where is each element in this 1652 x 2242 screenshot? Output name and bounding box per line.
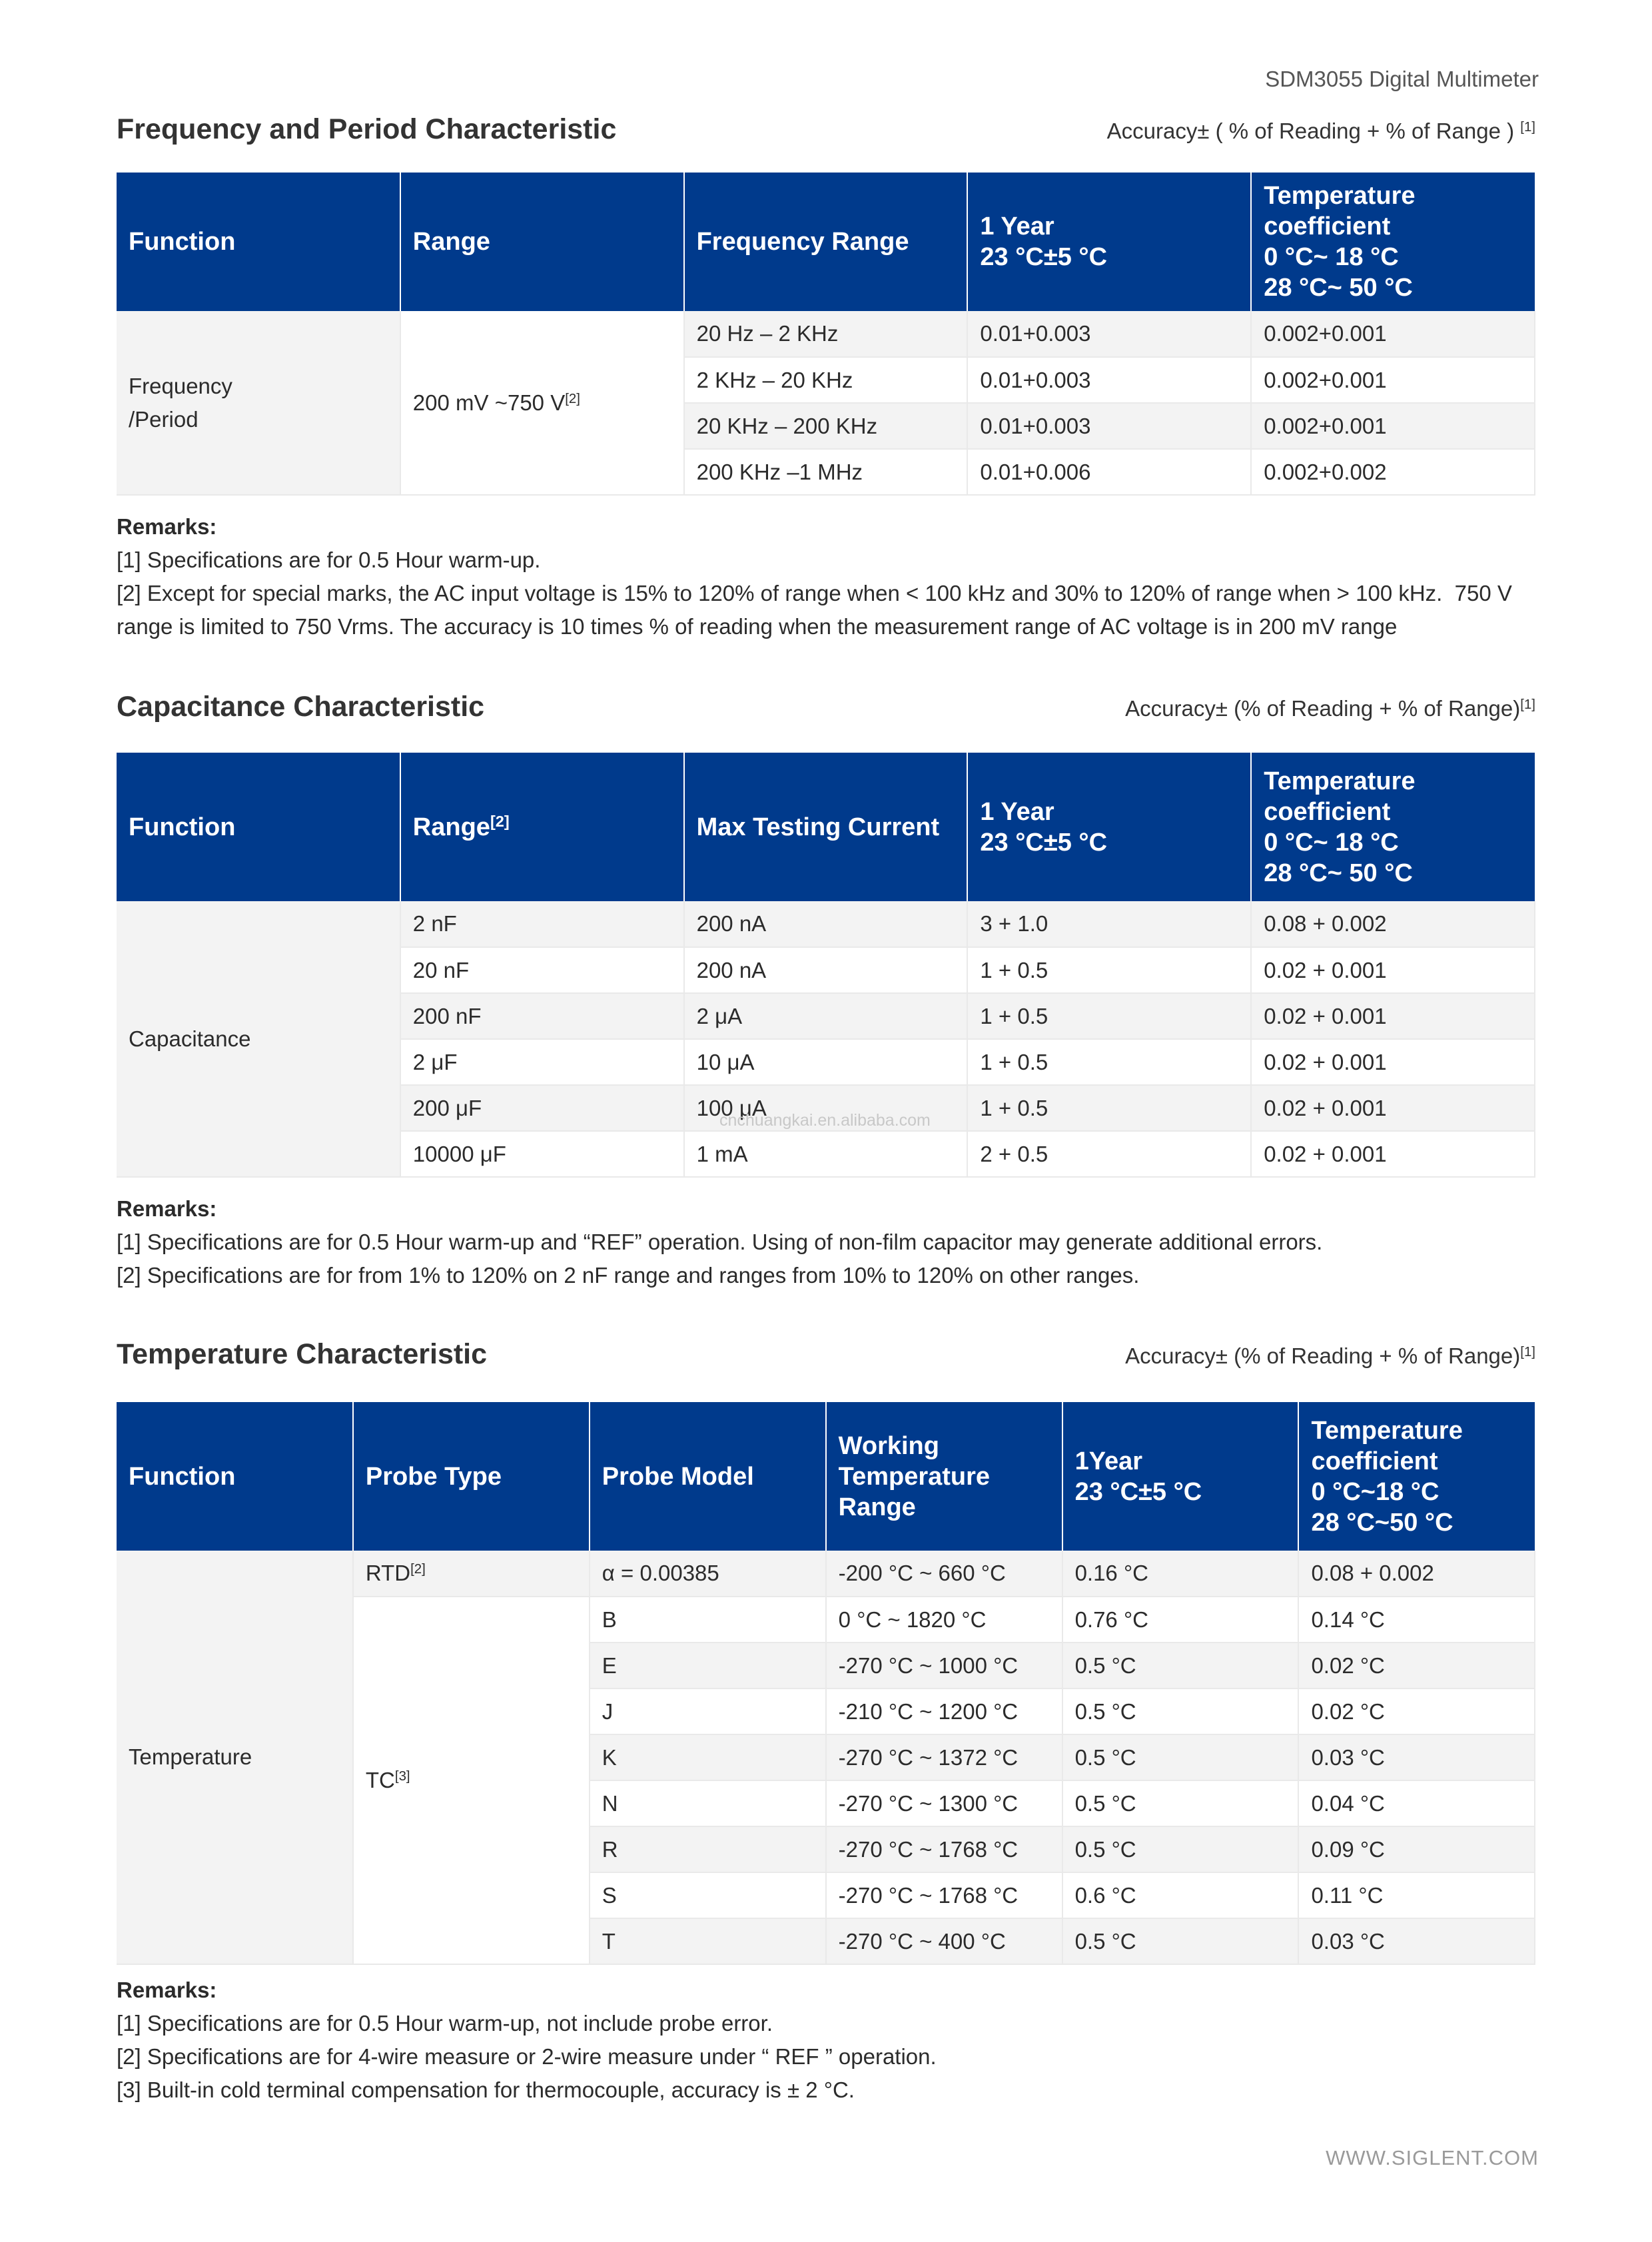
probe-model-value: K xyxy=(590,1734,826,1780)
freq-remarks xyxy=(117,510,1535,643)
cap-range-value: 2 μF xyxy=(400,1039,684,1085)
temp-col-function: Function xyxy=(117,1402,353,1551)
temp-table xyxy=(117,1402,1535,1965)
freq-table xyxy=(117,173,1535,496)
freq-col-function: Function xyxy=(117,173,400,311)
year-accuracy-value: 0.5 °C xyxy=(1062,1918,1299,1964)
freq-range-value: 200 KHz –1 MHz xyxy=(684,449,968,495)
temp-coef-value: 0.002+0.001 xyxy=(1251,357,1535,403)
temp-header-row xyxy=(117,1402,1535,1551)
freq-range-cell: 200 mV ~750 V[2] xyxy=(400,311,684,495)
temp-coef-value: 0.02 + 0.001 xyxy=(1251,1085,1535,1131)
probe-model-value: B xyxy=(590,1597,826,1643)
year-accuracy-value: 0.16 °C xyxy=(1062,1551,1299,1597)
table-row xyxy=(117,1551,1535,1597)
year-accuracy-value: 0.5 °C xyxy=(1062,1643,1299,1688)
watermark-text: cnchuangkai.en.alibaba.com xyxy=(719,1111,931,1130)
remarks-title: Remarks: xyxy=(117,514,217,539)
year-accuracy-value: 0.01+0.003 xyxy=(967,403,1251,449)
working-range-value: -210 °C ~ 1200 °C xyxy=(826,1688,1062,1734)
temp-coef-value: 0.02 + 0.001 xyxy=(1251,1039,1535,1085)
cap-range-value: 10000 μF xyxy=(400,1131,684,1177)
table-row xyxy=(117,311,1535,357)
max-current-value: 100 μA xyxy=(684,1085,968,1131)
working-range-value: -270 °C ~ 1372 °C xyxy=(826,1734,1062,1780)
temp-coef-value: 0.08 + 0.002 xyxy=(1298,1551,1535,1597)
temp-remarks xyxy=(117,1974,1535,2107)
temp-coef-value: 0.09 °C xyxy=(1298,1826,1535,1872)
year-accuracy-value: 1 + 0.5 xyxy=(967,993,1251,1039)
year-accuracy-value: 0.5 °C xyxy=(1062,1826,1299,1872)
year-accuracy-value: 3 + 1.0 xyxy=(967,901,1251,947)
temp-col-probe-type: Probe Type xyxy=(353,1402,590,1551)
max-current-value: 1 mA xyxy=(684,1131,968,1177)
probe-type-tc: TC[3] xyxy=(353,1597,590,1964)
remark-item: [1] Specifications are for 0.5 Hour warm-up and “REF” operation. Using of non-film capacitor may generate additional errors. xyxy=(117,1230,1323,1254)
cap-col-temp-coef: Temperature coefficient 0 °C~ 18 °C 28 °C~ 50 °C xyxy=(1251,753,1535,901)
freq-col-temp-coef: Temperature coefficient 0 °C~ 18 °C 28 °C~ 50 °C xyxy=(1251,173,1535,311)
remarks-title: Remarks: xyxy=(117,1978,217,2002)
max-current-value: 2 μA xyxy=(684,993,968,1039)
year-accuracy-value: 0.5 °C xyxy=(1062,1734,1299,1780)
year-accuracy-value: 0.5 °C xyxy=(1062,1780,1299,1826)
cap-range-value: 200 nF xyxy=(400,993,684,1039)
temp-coef-value: 0.02 °C xyxy=(1298,1643,1535,1688)
working-range-value: -200 °C ~ 660 °C xyxy=(826,1551,1062,1597)
temp-section-header xyxy=(117,1338,1535,1378)
year-accuracy-value: 1 + 0.5 xyxy=(967,1039,1251,1085)
cap-col-function: Function xyxy=(117,753,400,901)
remark-item: [2] Specifications are for from 1% to 120% on 2 nF range and ranges from 10% to 120% on other ranges. xyxy=(117,1263,1140,1288)
cap-section-title: Capacitance Characteristic xyxy=(117,691,485,723)
freq-section-title: Frequency and Period Characteristic xyxy=(117,113,617,145)
remark-item: [1] Specifications are for 0.5 Hour warm-up, not include probe error. xyxy=(117,2011,773,2036)
probe-model-value: α = 0.00385 xyxy=(590,1551,826,1597)
working-range-value: -270 °C ~ 1000 °C xyxy=(826,1643,1062,1688)
year-accuracy-value: 1 + 0.5 xyxy=(967,1085,1251,1131)
temp-coef-value: 0.08 + 0.002 xyxy=(1251,901,1535,947)
working-range-value: -270 °C ~ 1300 °C xyxy=(826,1780,1062,1826)
temp-coef-value: 0.02 + 0.001 xyxy=(1251,993,1535,1039)
temp-coef-value: 0.002+0.001 xyxy=(1251,311,1535,357)
temp-col-working-range: Working Temperature Range xyxy=(826,1402,1062,1551)
year-accuracy-value: 0.01+0.003 xyxy=(967,357,1251,403)
temp-coef-value: 0.14 °C xyxy=(1298,1597,1535,1643)
remark-item: [1] Specifications are for 0.5 Hour warm-up. xyxy=(117,548,541,572)
freq-function-cell: Frequency /Period xyxy=(117,311,400,495)
temp-function-cell: Temperature xyxy=(117,1551,353,1964)
remark-item: [2] Except for special marks, the AC input voltage is 15% to 120% of range when < 100 kHz and 30% to 120% of range when > 100 kHz. 750 V range is limited to 750 Vrms. The accuracy is 10 times % of reading when the measurement range of AC voltage is in 200 mV range xyxy=(117,581,1512,639)
year-accuracy-value: 0.76 °C xyxy=(1062,1597,1299,1643)
max-current-value: 200 nA xyxy=(684,947,968,993)
cap-header-row xyxy=(117,753,1535,901)
cap-col-range: Range[2] xyxy=(400,753,684,901)
cap-range-value: 20 nF xyxy=(400,947,684,993)
cap-section-header xyxy=(117,691,1535,731)
year-accuracy-value: 0.01+0.006 xyxy=(967,449,1251,495)
cap-remarks xyxy=(117,1192,1535,1292)
remarks-title: Remarks: xyxy=(117,1196,217,1221)
working-range-value: 0 °C ~ 1820 °C xyxy=(826,1597,1062,1643)
probe-model-value: N xyxy=(590,1780,826,1826)
year-accuracy-value: 0.01+0.003 xyxy=(967,311,1251,357)
year-accuracy-value: 0.6 °C xyxy=(1062,1872,1299,1918)
remark-item: [3] Built-in cold terminal compensation for thermocouple, accuracy is ± 2 °C. xyxy=(117,2077,855,2102)
remark-item: [2] Specifications are for 4-wire measure or 2-wire measure under “ REF ” operation. xyxy=(117,2044,937,2069)
cap-col-max-current: Max Testing Current xyxy=(684,753,968,901)
temp-coef-value: 0.03 °C xyxy=(1298,1734,1535,1780)
freq-header-row xyxy=(117,173,1535,311)
freq-range-value: 20 KHz – 200 KHz xyxy=(684,403,968,449)
temp-coef-value: 0.11 °C xyxy=(1298,1872,1535,1918)
temp-col-temp-coef: Temperature coefficient 0 °C~18 °C 28 °C~50 °C xyxy=(1298,1402,1535,1551)
cap-range-value: 2 nF xyxy=(400,901,684,947)
probe-model-value: J xyxy=(590,1688,826,1734)
temp-col-1year: 1Year 23 °C±5 °C xyxy=(1062,1402,1299,1551)
temp-coef-value: 0.02 °C xyxy=(1298,1688,1535,1734)
cap-function-cell: Capacitance xyxy=(117,901,400,1177)
probe-model-value: R xyxy=(590,1826,826,1872)
working-range-value: -270 °C ~ 1768 °C xyxy=(826,1872,1062,1918)
freq-col-1year: 1 Year 23 °C±5 °C xyxy=(967,173,1251,311)
freq-accuracy-note: Accuracy± ( % of Reading + % of Range ) [1] xyxy=(1106,119,1535,143)
year-accuracy-value: 2 + 0.5 xyxy=(967,1131,1251,1177)
probe-model-value: S xyxy=(590,1872,826,1918)
probe-model-value: T xyxy=(590,1918,826,1964)
working-range-value: -270 °C ~ 400 °C xyxy=(826,1918,1062,1964)
probe-type-rtd: RTD[2] xyxy=(353,1551,590,1597)
max-current-value: 10 μA xyxy=(684,1039,968,1085)
working-range-value: -270 °C ~ 1768 °C xyxy=(826,1826,1062,1872)
temp-coef-value: 0.02 + 0.001 xyxy=(1251,1131,1535,1177)
footer-website-link[interactable]: WWW.SIGLENT.COM xyxy=(1326,2146,1539,2169)
temp-coef-value: 0.002+0.002 xyxy=(1251,449,1535,495)
freq-col-freq-range: Frequency Range xyxy=(684,173,968,311)
temp-coef-value: 0.04 °C xyxy=(1298,1780,1535,1826)
temp-coef-value: 0.03 °C xyxy=(1298,1918,1535,1964)
temp-coef-value: 0.002+0.001 xyxy=(1251,403,1535,449)
freq-range-value: 2 KHz – 20 KHz xyxy=(684,357,968,403)
freq-section-header xyxy=(117,113,1535,153)
temp-col-probe-model: Probe Model xyxy=(590,1402,826,1551)
cap-col-1year: 1 Year 23 °C±5 °C xyxy=(967,753,1251,901)
year-accuracy-value: 0.5 °C xyxy=(1062,1688,1299,1734)
cap-range-value: 200 μF xyxy=(400,1085,684,1131)
temp-section-title: Temperature Characteristic xyxy=(117,1338,488,1370)
freq-col-range: Range xyxy=(400,173,684,311)
probe-model-value: E xyxy=(590,1643,826,1688)
max-current-value: 200 nA xyxy=(684,901,968,947)
document-title: SDM3055 Digital Multimeter xyxy=(1265,67,1539,91)
year-accuracy-value: 1 + 0.5 xyxy=(967,947,1251,993)
table-row xyxy=(117,901,1535,947)
temp-coef-value: 0.02 + 0.001 xyxy=(1251,947,1535,993)
cap-accuracy-note: Accuracy± (% of Reading + % of Range)[1] xyxy=(1125,696,1535,721)
temp-accuracy-note: Accuracy± (% of Reading + % of Range)[1] xyxy=(1125,1343,1535,1368)
freq-range-value: 20 Hz – 2 KHz xyxy=(684,311,968,357)
